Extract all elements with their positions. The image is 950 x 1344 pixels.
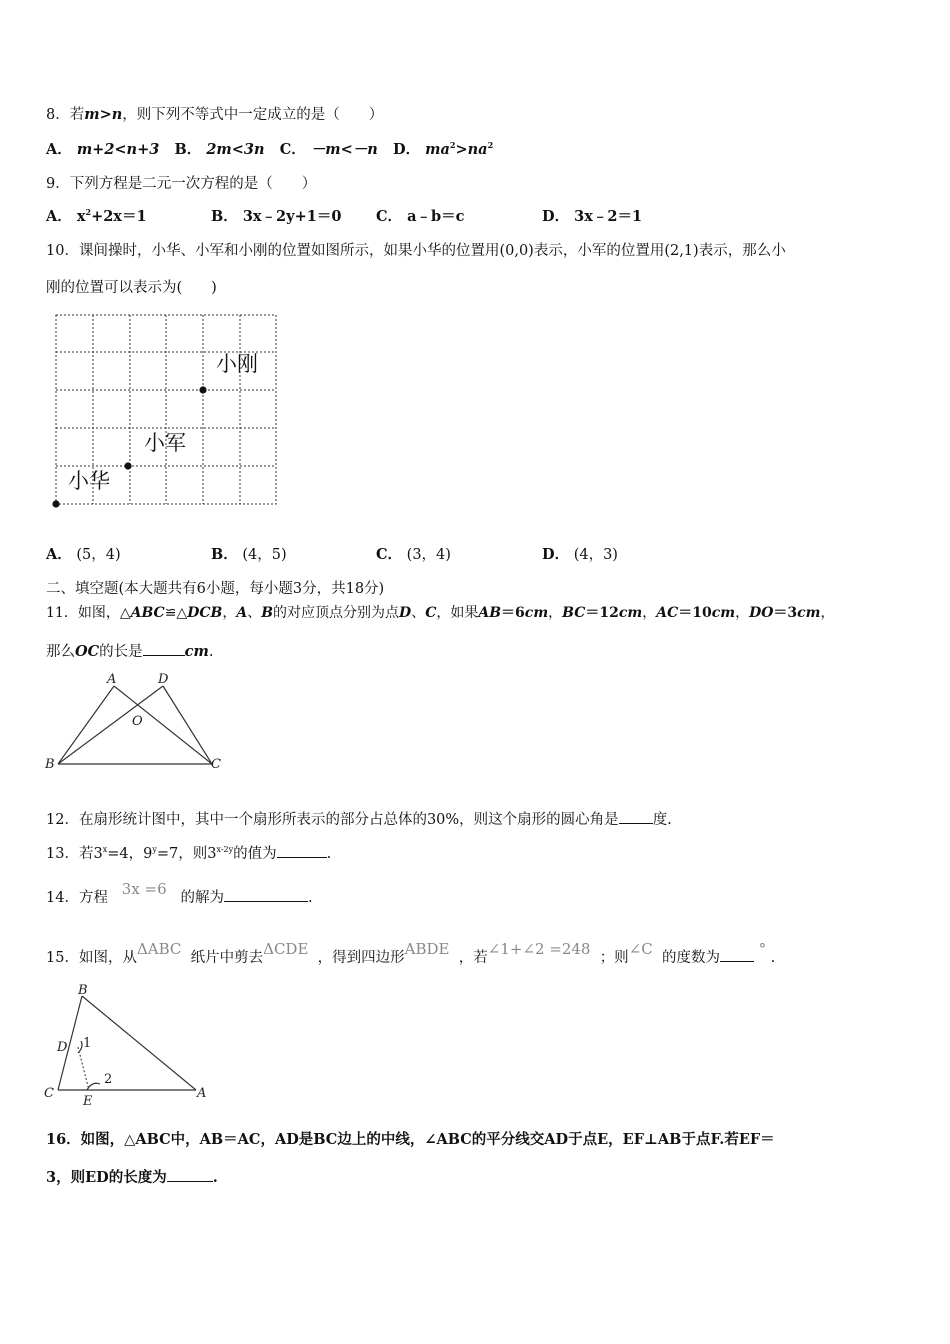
q8-stem: 8．若m>n，则下列不等式中一定成立的是（ ）	[46, 106, 384, 123]
label-xiaogang: 小刚	[216, 352, 258, 376]
label-2: 2	[104, 1072, 113, 1087]
label-A: A	[197, 1086, 207, 1101]
q11-triangle-figure	[44, 668, 234, 778]
q9-option-a: A． $x^2+2x=1$	[46, 207, 147, 225]
q15-triangle-figure	[40, 985, 220, 1110]
q14-stem: 14．方程 3x =6 的解为 .	[46, 880, 313, 906]
q10-grid-figure	[50, 310, 285, 510]
answer-blank[interactable]	[619, 811, 653, 824]
label-xiaojun: 小军	[144, 431, 186, 455]
answer-blank[interactable]	[167, 1169, 213, 1182]
q16-stem-line1: 16．如图，△ABC中，AB＝AC，AD是BC边上的中线，∠ABC的平分线交AD于点E，EF⊥AB于点F.若EF＝	[46, 1131, 775, 1148]
q10-stem-line2: 刚的位置可以表示为( )	[46, 280, 217, 296]
label-O: O	[132, 714, 143, 729]
q15-stem: 15．如图，从ΔABC 纸片中剪去ΔCDE ，得到四边形ABDE ，若∠1+∠2 =248 ；则∠C 的度数为 ° .	[46, 940, 776, 966]
label-B: B	[78, 983, 88, 998]
q9-option-b: B． 3x﹣2y+1＝0	[211, 208, 342, 225]
q8-option-a: A． m+2<n+3	[46, 141, 160, 158]
section2-title: 二、填空题(本大题共有6小题，每小题3分，共18分)	[46, 581, 385, 597]
q13-stem: 13．若$3^x=4$，$9^y=7$，则$3^{x-2y}$的值为 .	[46, 845, 332, 862]
label-D: D	[57, 1040, 68, 1055]
answer-blank[interactable]	[720, 949, 754, 962]
q10-stem-line1: 10．课间操时，小华、小军和小刚的位置如图所示，如果小华的位置用(0,0)表示，小军的位置用(2,1)表示，那么小	[46, 243, 786, 259]
q10-option-d: D． (4，3)	[542, 546, 618, 563]
q8-options	[46, 138, 493, 159]
q16-stem-line2: 3，则ED的长度为 .	[46, 1169, 218, 1186]
q10-option-c: C． (3，4)	[376, 546, 451, 563]
q9-option-d: D． 3x﹣2＝1	[542, 208, 643, 225]
label-E: E	[83, 1094, 93, 1109]
label-xiaohua: 小华	[68, 469, 110, 493]
label-C: C	[44, 1086, 54, 1101]
point-xiaohua	[52, 500, 59, 507]
q9-stem: 9．下列方程是二元一次方程的是（ ）	[46, 176, 317, 192]
q12-stem: 12．在扇形统计图中，其中一个扇形所表示的部分占总体的30%，则这个扇形的圆心角是 度.	[46, 812, 672, 828]
q10-option-b: B． (4，5)	[211, 546, 287, 563]
q14-formula: 3x =6	[121, 880, 167, 898]
q11-stem-line1: 11．如图，△ABC≌△DCB，A、B的对应顶点分别为点D、C，如果AB＝6cm，BC＝12cm，AC＝10cm，DO＝3cm，	[46, 605, 835, 621]
label-B: B	[45, 757, 55, 772]
answer-blank[interactable]	[143, 643, 185, 656]
cut-line-DE	[78, 1047, 89, 1090]
answer-blank[interactable]	[277, 845, 327, 858]
q8-option-b: B． 2m<3n	[174, 141, 265, 158]
label-D: D	[158, 672, 169, 687]
point-xiaojun	[124, 462, 131, 469]
q9-option-c: C． a﹣b＝c	[376, 208, 465, 225]
label-C: C	[211, 757, 221, 772]
q10-option-a: A． (5，4)	[46, 546, 121, 563]
point-xiaogang	[199, 386, 206, 393]
q8-option-d: D． $ma^2>na^2$	[393, 140, 494, 158]
label-A: A	[107, 672, 117, 687]
q8-option-c: C． －m<－n	[279, 141, 378, 158]
q11-stem-line2: 那么OC的长是 cm.	[46, 643, 214, 660]
answer-blank[interactable]	[224, 889, 308, 902]
label-1: 1	[83, 1036, 92, 1051]
